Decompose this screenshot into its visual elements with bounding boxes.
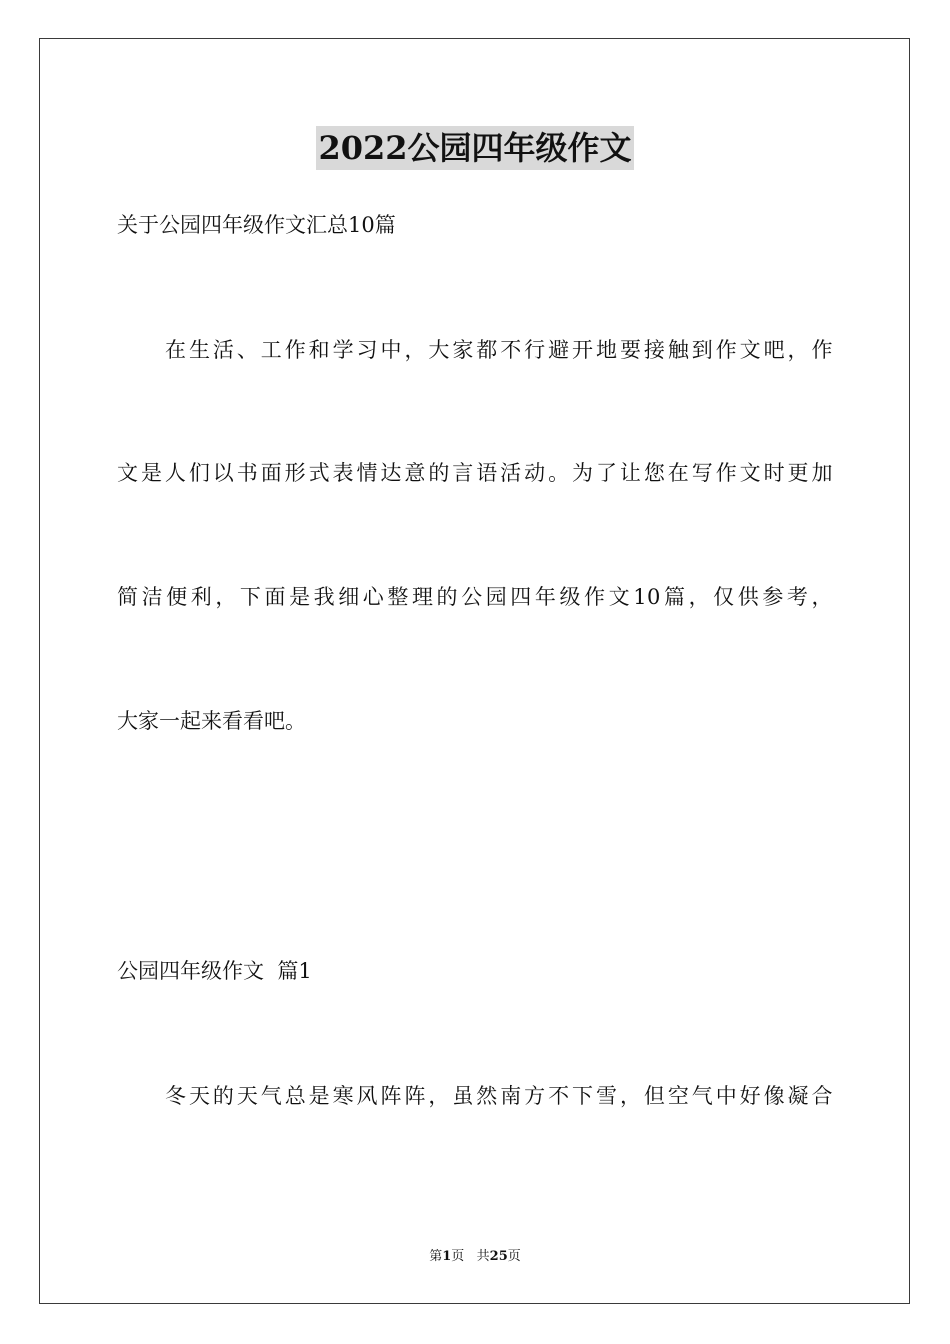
document-subtitle: 关于公园四年级作文汇总10篇	[117, 213, 396, 237]
page-footer	[0, 1248, 950, 1266]
section-line-1: 冬天的天气总是寒风阵阵，虽然南方不下雪，但空气中好像凝合	[165, 1084, 833, 1108]
intro-line-2: 文是人们以书面形式表情达意的言语活动。为了让您在写作文时更加	[117, 461, 833, 485]
document-title: 2022公园四年级作文	[316, 126, 633, 170]
footer-total-pages: 25	[489, 1249, 508, 1264]
section-heading: 公园四年级作文 篇1	[117, 959, 312, 983]
intro-line-4: 大家一起来看看吧。	[117, 709, 306, 733]
title-container	[0, 126, 950, 170]
footer-page-suffix: 页	[507, 1249, 521, 1264]
footer-page-mid: 页 共	[451, 1249, 490, 1264]
intro-line-1: 在生活、工作和学习中，大家都不行避开地要接触到作文吧，作	[165, 338, 833, 362]
intro-line-3: 简洁便利，下面是我细心整理的公园四年级作文10篇，仅供参考，	[117, 585, 833, 609]
footer-page-number: 1	[442, 1249, 452, 1264]
footer-page-prefix: 第	[429, 1249, 443, 1264]
